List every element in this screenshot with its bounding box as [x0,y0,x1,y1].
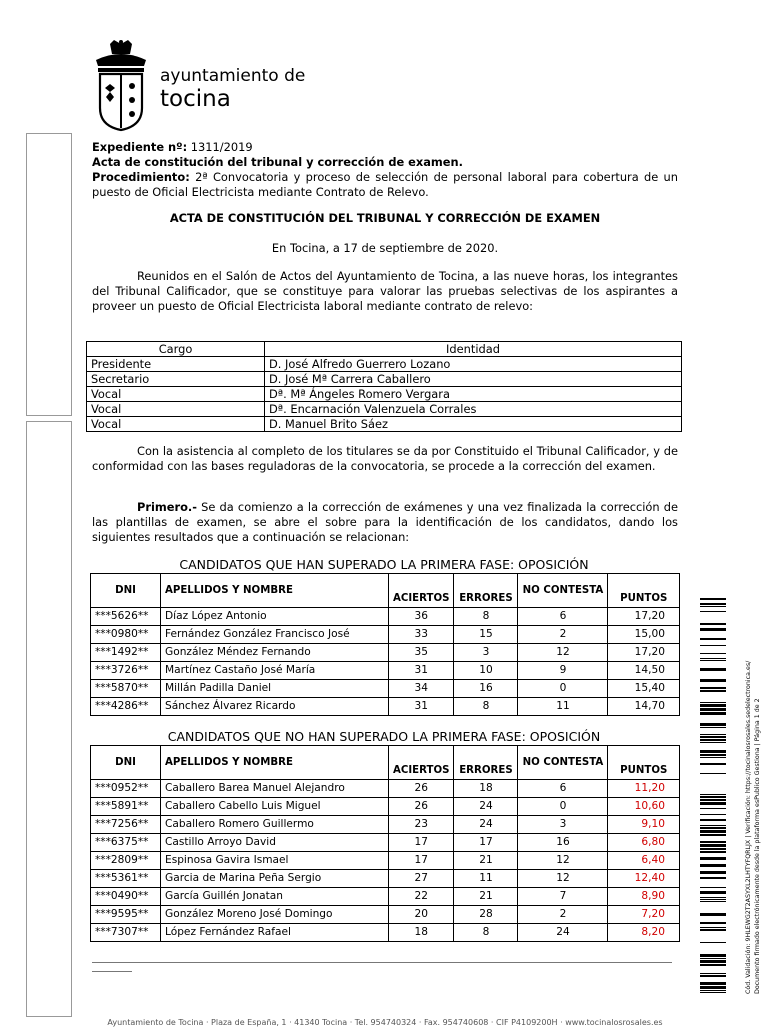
candidate-errores: 8 [454,608,518,626]
candidate-no-contesta: 0 [518,798,608,816]
tribunal-header-cargo: Cargo [87,342,265,357]
candidate-errores: 8 [454,698,518,716]
candidate-dni: ***0980** [91,626,161,644]
tribunal-row [87,357,682,372]
candidate-puntos: 17,20 [608,644,680,662]
candidate-puntos: 14,70 [608,698,680,716]
candidate-no-contesta: 0 [518,680,608,698]
candidate-no-contesta: 6 [518,780,608,798]
header-dni: DNI [91,746,161,780]
candidate-puntos: 8,20 [608,924,680,942]
candidate-row [91,870,680,888]
procedimiento-value: 2ª Convocatoria y proceso de selección de personal laboral para cobertura de un puesto de Oficial Electricista mediante Contrato de Relevo. [92,170,678,199]
left-margin-box-bottom [26,421,72,1017]
candidate-nombre: González Moreno José Domingo [161,906,389,924]
failed-header-row [91,746,680,780]
candidate-no-contesta: 3 [518,816,608,834]
candidate-dni: ***0490** [91,888,161,906]
tribunal-identidad: Dª. Encarnación Valenzuela Corrales [265,402,682,417]
candidate-row [91,798,680,816]
candidate-row [91,888,680,906]
header-puntos: PUNTOS [608,746,680,780]
candidate-aciertos: 31 [389,662,454,680]
candidate-dni: ***6375** [91,834,161,852]
candidate-errores: 10 [454,662,518,680]
candidate-no-contesta: 2 [518,626,608,644]
candidate-nombre: Fernández González Francisco José [161,626,389,644]
candidate-nombre: López Fernández Rafael [161,924,389,942]
header-errores: ERRORES [454,746,518,780]
tribunal-header-row [87,342,682,357]
tribunal-cargo: Presidente [87,357,265,372]
validation-text [744,600,768,994]
candidate-row [91,906,680,924]
candidate-dni: ***0952** [91,780,161,798]
candidate-puntos: 10,60 [608,798,680,816]
candidate-errores: 15 [454,626,518,644]
candidate-puntos: 15,40 [608,680,680,698]
candidate-dni: ***1492** [91,644,161,662]
left-margin-box-top [26,133,72,416]
tribunal-table [86,341,682,432]
candidate-aciertos: 34 [389,680,454,698]
logo-line-2: tocina [160,86,231,112]
primero-text: Se da comienzo a la corrección de exámenes y una vez finalizada la corrección de las plantillas de examen, se abre el sobre para la identificación de los candidatos, dando los siguientes resultados que a continuación se relacionan: [92,500,678,544]
candidate-aciertos: 22 [389,888,454,906]
tribunal-row [87,417,682,432]
candidate-nombre: Caballero Barea Manuel Alejandro [161,780,389,798]
candidate-errores: 17 [454,834,518,852]
validation-line-2: Documento firmado electrónicamente desde la plataforma esPublico Gestiona | Página 1 de 2 [754,698,761,994]
tribunal-cargo: Secretario [87,372,265,387]
candidate-no-contesta: 7 [518,888,608,906]
passed-title: CANDIDATOS QUE HAN SUPERADO LA PRIMERA FASE: OPOSICIÓN [179,557,589,572]
header-puntos: PUNTOS [608,574,680,608]
candidate-nombre: Espinosa Gavira Ismael [161,852,389,870]
procedimiento-label: Procedimiento: [92,170,190,184]
primero-paragraph [92,500,678,545]
expediente-value: 1311/2019 [190,140,253,154]
candidate-dni: ***4286** [91,698,161,716]
candidate-puntos: 14,50 [608,662,680,680]
footer-text: Ayuntamiento de Tocina · Plaza de España, 1 · 41340 Tocina · Tel. 954740324 · Fax. 954740608 · CIF P4109200H · www.tocinalosrosales.es [107,1018,663,1027]
candidate-dni: ***5870** [91,680,161,698]
candidate-aciertos: 23 [389,816,454,834]
candidate-row [91,834,680,852]
candidate-dni: ***5361** [91,870,161,888]
header-nombre: APELLIDOS Y NOMBRE [161,746,389,780]
candidate-aciertos: 20 [389,906,454,924]
candidate-dni: ***9595** [91,906,161,924]
logo-line-1: ayuntamiento de [160,66,306,86]
header-dni: DNI [91,574,161,608]
candidate-no-contesta: 16 [518,834,608,852]
validation-line-1: Cód. Validación: 9HLEWG2T2ASYXL2LHTYFQRLJX | Verificación: https://tocinalosrosales.sedelectronica.es/ [745,660,752,994]
tribunal-identidad: D. Manuel Brito Sáez [265,417,682,432]
candidate-errores: 11 [454,870,518,888]
candidate-nombre: Garcia de Marina Peña Sergio [161,870,389,888]
candidate-no-contesta: 6 [518,608,608,626]
header-no-contesta: NO CONTESTA [518,746,608,780]
candidate-dni: ***7256** [91,816,161,834]
candidate-nombre: Millán Padilla Daniel [161,680,389,698]
main-title: ACTA DE CONSTITUCIÓN DEL TRIBUNAL Y CORRECCIÓN DE EXAMEN [169,211,601,225]
candidate-nombre: González Méndez Fernando [161,644,389,662]
candidate-aciertos: 18 [389,924,454,942]
candidate-errores: 21 [454,888,518,906]
header-nombre: APELLIDOS Y NOMBRE [161,574,389,608]
candidate-puntos: 9,10 [608,816,680,834]
candidate-nombre: Sánchez Álvarez Ricardo [161,698,389,716]
candidate-aciertos: 26 [389,780,454,798]
candidate-errores: 16 [454,680,518,698]
passed-body [91,608,680,716]
candidate-no-contesta: 12 [518,644,608,662]
header-no-contesta: NO CONTESTA [518,574,608,608]
candidate-errores: 18 [454,780,518,798]
candidate-row [91,924,680,942]
candidate-row [91,698,680,716]
candidate-no-contesta: 11 [518,698,608,716]
tribunal-row [87,402,682,417]
failed-table [90,745,680,942]
candidate-aciertos: 33 [389,626,454,644]
candidate-errores: 21 [454,852,518,870]
candidate-errores: 28 [454,906,518,924]
candidate-nombre: Martínez Castaño José María [161,662,389,680]
tribunal-header-identidad: Identidad [265,342,682,357]
candidate-puntos: 8,90 [608,888,680,906]
candidate-row [91,644,680,662]
candidate-dni: ***5626** [91,608,161,626]
tribunal-identidad: D. José Alfredo Guerrero Lozano [265,357,682,372]
failed-title: CANDIDATOS QUE NO HAN SUPERADO LA PRIMERA FASE: OPOSICIÓN [167,729,601,744]
candidate-dni: ***5891** [91,798,161,816]
candidate-row [91,816,680,834]
candidate-dni: ***7307** [91,924,161,942]
candidate-aciertos: 17 [389,834,454,852]
candidate-row [91,608,680,626]
candidate-no-contesta: 12 [518,870,608,888]
header-aciertos: ACIERTOS [389,574,454,608]
tribunal-identidad: Dª. Mª Ángeles Romero Vergara [265,387,682,402]
candidate-nombre: Díaz López Antonio [161,608,389,626]
tribunal-cargo: Vocal [87,387,265,402]
candidate-puntos: 11,20 [608,780,680,798]
candidate-nombre: Castillo Arroyo David [161,834,389,852]
header-block [92,140,678,200]
candidate-row [91,852,680,870]
tribunal-row [87,372,682,387]
candidate-aciertos: 27 [389,870,454,888]
validation-barcode [700,598,726,994]
primero-label: Primero.- [137,500,197,514]
candidate-puntos: 7,20 [608,906,680,924]
candidate-puntos: 17,20 [608,608,680,626]
tribunal-row [87,387,682,402]
candidate-puntos: 12,40 [608,870,680,888]
town-crest-logo [92,38,150,132]
candidate-nombre: García Guillén Jonatan [161,888,389,906]
candidate-nombre: Caballero Romero Guillermo [161,816,389,834]
candidate-puntos: 15,00 [608,626,680,644]
footer-rule [92,962,672,963]
header-errores: ERRORES [454,574,518,608]
passed-header-row [91,574,680,608]
candidate-aciertos: 36 [389,608,454,626]
candidate-dni: ***2809** [91,852,161,870]
candidate-row [91,626,680,644]
candidate-errores: 24 [454,816,518,834]
candidate-aciertos: 17 [389,852,454,870]
candidate-no-contesta: 12 [518,852,608,870]
candidate-row [91,780,680,798]
candidate-puntos: 6,40 [608,852,680,870]
candidate-aciertos: 26 [389,798,454,816]
failed-body [91,780,680,942]
candidate-aciertos: 31 [389,698,454,716]
candidate-no-contesta: 9 [518,662,608,680]
passed-table [90,573,680,716]
candidate-row [91,662,680,680]
candidate-row [91,680,680,698]
candidate-nombre: Caballero Cabello Luis Miguel [161,798,389,816]
candidate-no-contesta: 2 [518,906,608,924]
candidate-errores: 3 [454,644,518,662]
candidate-dni: ***3726** [91,662,161,680]
candidate-no-contesta: 24 [518,924,608,942]
tribunal-cargo: Vocal [87,402,265,417]
footer-rule-short [92,971,132,972]
header-aciertos: ACIERTOS [389,746,454,780]
date-line: En Tocina, a 17 de septiembre de 2020. [271,241,499,255]
acta-title: Acta de constitución del tribunal y corrección de examen. [92,155,463,169]
tribunal-identidad: D. José Mª Carrera Caballero [265,372,682,387]
asistencia-paragraph: Con la asistencia al completo de los titulares se da por Constituido el Tribunal Calificador, y de conformidad con las bases reguladoras de la convocatoria, se procede a la corrección del examen. [92,444,678,473]
candidate-errores: 24 [454,798,518,816]
candidate-aciertos: 35 [389,644,454,662]
intro-paragraph: Reunidos en el Salón de Actos del Ayuntamiento de Tocina, a las nueve horas, los integrantes del Tribunal Calificador, que se constituye para valorar las pruebas selectivas de los aspirantes a proveer un puesto de Oficial Electricista laboral mediante contrato de relevo: [92,269,678,313]
candidate-errores: 8 [454,924,518,942]
candidate-puntos: 6,80 [608,834,680,852]
tribunal-cargo: Vocal [87,417,265,432]
expediente-label: Expediente nº: [92,140,188,154]
